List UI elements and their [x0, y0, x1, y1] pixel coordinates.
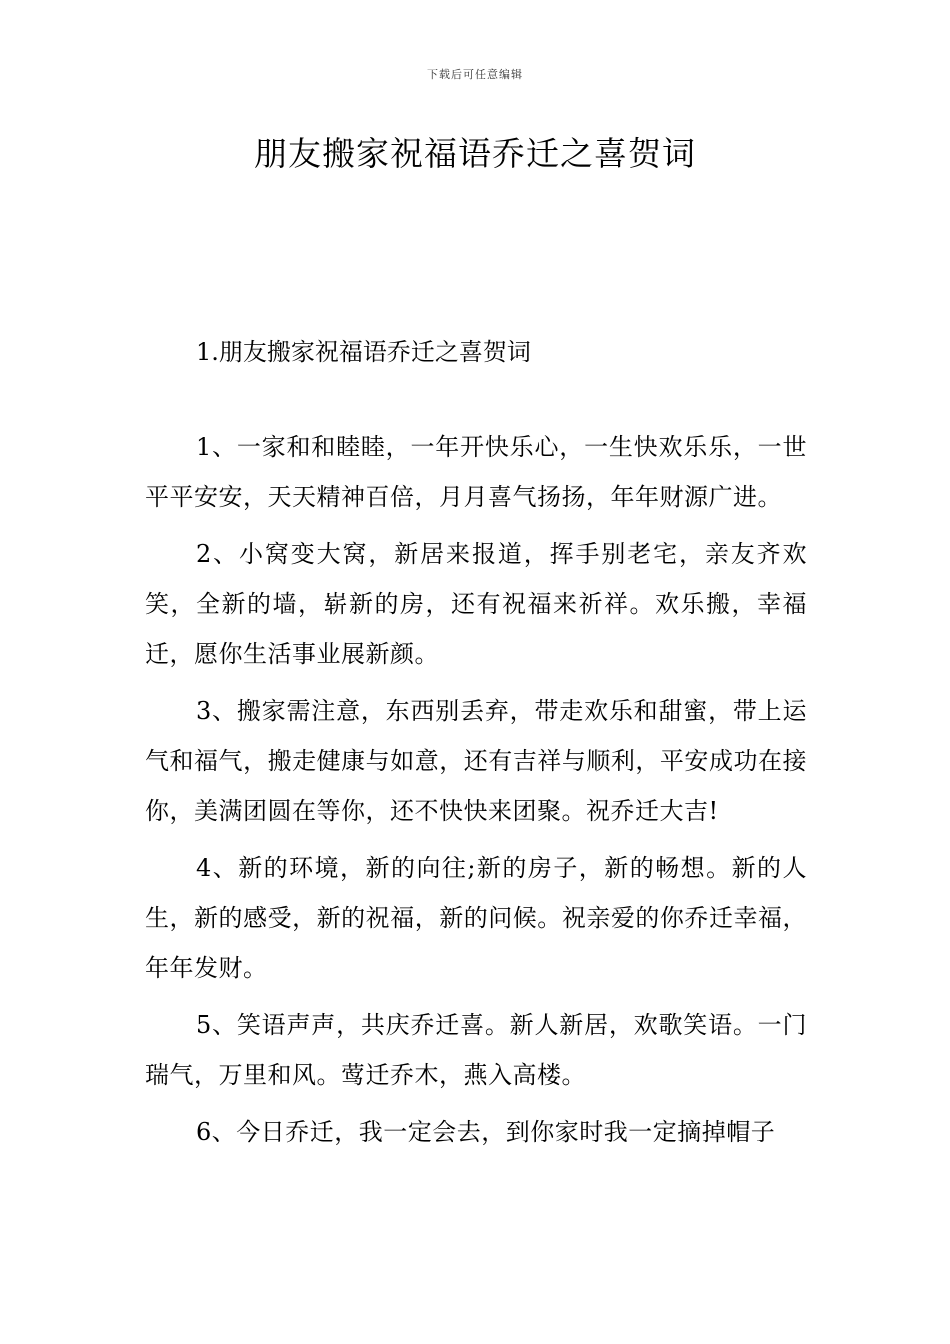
paragraph-5: 5、笑语声声，共庆乔迁喜。新人新居，欢歌笑语。一门瑞气，万里和风。莺迁乔木，燕入高楼。: [145, 1011, 807, 1089]
paragraph-1: 1、一家和和睦睦，一年开快乐心，一生快欢乐乐，一世平平安安，天天精神百倍，月月喜气扬扬，年年财源广进。: [145, 433, 807, 511]
paragraph-3: 3、搬家需注意，东西别丢弃，带走欢乐和甜蜜，带上运气和福气，搬走健康与如意，还有吉祥与顺利，平安成功在接你，美满团圆在等你，还不快快来团聚。祝乔迁大吉!: [145, 697, 807, 825]
section-heading: 1.朋友搬家祝福语乔迁之喜贺词: [196, 338, 531, 366]
document-title: 朋友搬家祝福语乔迁之喜贺词: [254, 134, 696, 173]
paragraph-4: 4、新的环境，新的向往;新的房子，新的畅想。新的人生，新的感受，新的祝福，新的问候。祝亲爱的你乔迁幸福，年年发财。: [145, 854, 807, 982]
body-text: [145, 422, 807, 1164]
paragraph-2: 2、小窝变大窝，新居来报道，挥手别老宅，亲友齐欢笑，全新的墙，崭新的房，还有祝福来祈祥。欢乐搬，幸福迁，愿你生活事业展新颜。: [145, 540, 807, 668]
header-note: 下载后可任意编辑: [427, 68, 523, 81]
paragraph-6: 6、今日乔迁，我一定会去，到你家时我一定摘掉帽子: [196, 1118, 776, 1146]
